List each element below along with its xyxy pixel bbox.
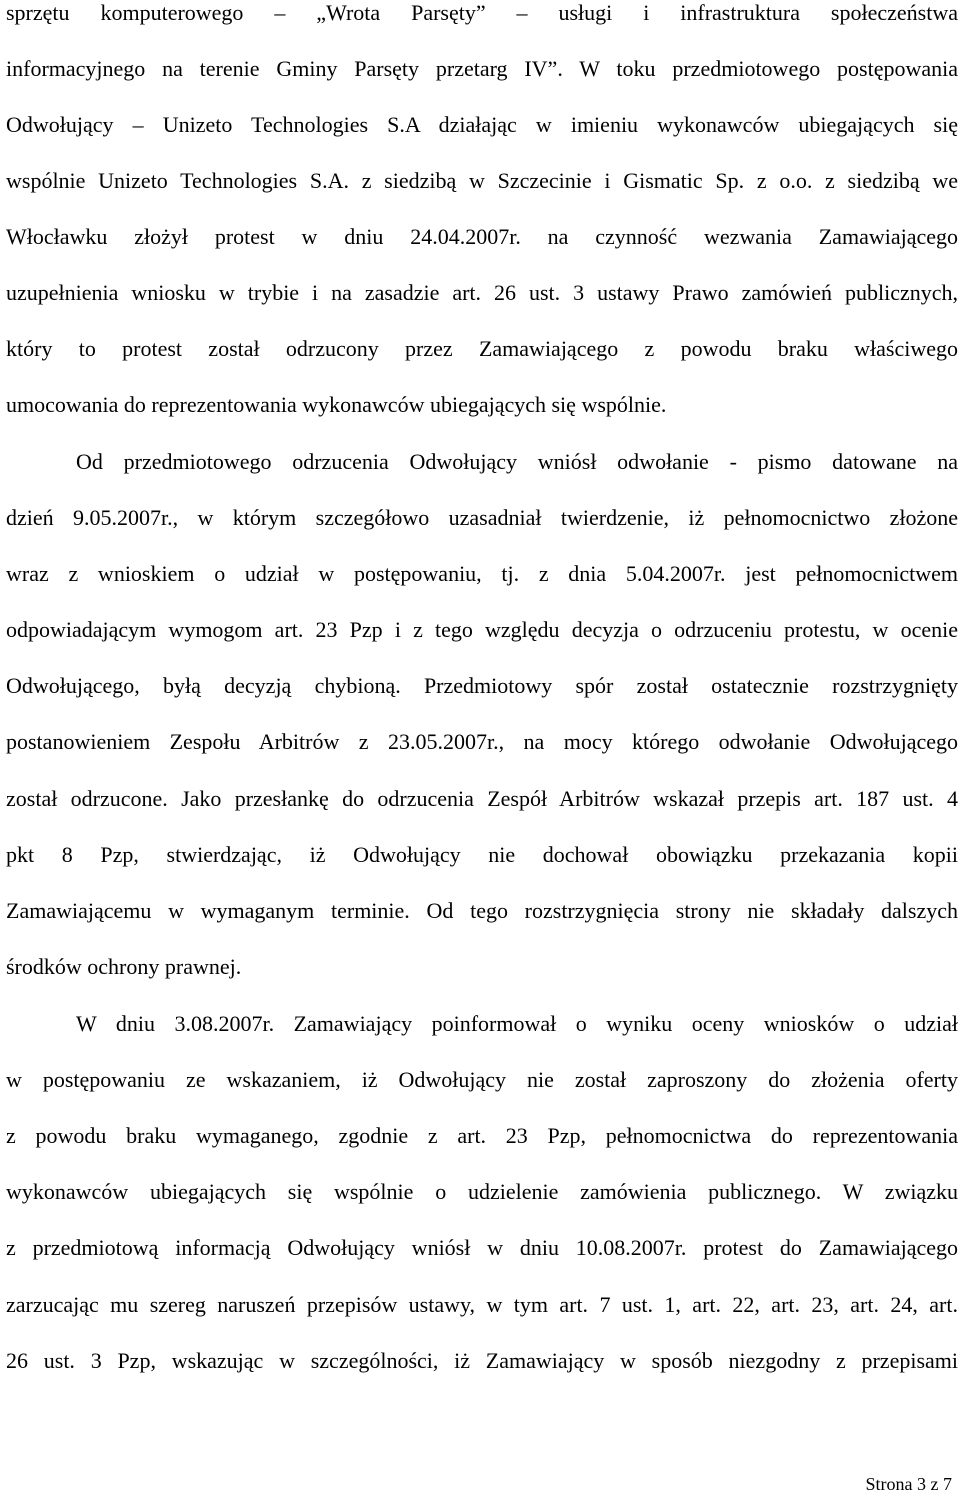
text-line-3: Odwołujący – Unizeto Technologies S.A działając w imieniu wykonawców ubiegających się <box>6 112 958 137</box>
text-line-23: z przedmiotową informacją Odwołujący wniósł w dniu 10.08.2007r. protest do Zamawiającego <box>6 1235 958 1260</box>
text-line-20: w postępowaniu ze wskazaniem, iż Odwołujący nie został zaproszony do złożenia oferty <box>6 1067 958 1092</box>
text-line-6: uzupełnienia wniosku w trybie i na zasadzie art. 26 ust. 3 ustawy Prawo zamówień publicznych, <box>6 280 958 305</box>
text-line-13: Odwołującego, byłą decyzją chybioną. Przedmiotowy spór został ostatecznie rozstrzygnięty <box>6 673 958 698</box>
text-line-9: Od przedmiotowego odrzucenia Odwołujący wniósł odwołanie - pismo datowane na <box>76 449 958 474</box>
text-line-4: wspólnie Unizeto Technologies S.A. z siedzibą w Szczecinie i Gismatic Sp. z o.o. z siedzibą we <box>6 168 958 193</box>
page-number: Strona 3 z 7 <box>865 1474 952 1494</box>
text-line-24: zarzucając mu szereg naruszeń przepisów ustawy, w tym art. 7 ust. 1, art. 22, art. 23, art. 24, art. <box>6 1292 958 1317</box>
text-line-18: środków ochrony prawnej. <box>6 954 242 979</box>
text-line-17: Zamawiającemu w wymaganym terminie. Od tego rozstrzygnięcia strony nie składały dalszych <box>6 898 958 923</box>
text-line-2: informacyjnego na terenie Gminy Parsęty przetarg IV”. W toku przedmiotowego postępowania <box>6 56 958 81</box>
text-line-10: dzień 9.05.2007r., w którym szczegółowo uzasadniał twierdzenie, iż pełnomocnictwo złożone <box>6 505 958 530</box>
text-line-25: 26 ust. 3 Pzp, wskazując w szczególności, iż Zamawiający w sposób niezgodny z przepisami <box>6 1348 958 1373</box>
text-line-5: Włocławku złożył protest w dniu 24.04.2007r. na czynność wezwania Zamawiającego <box>6 224 958 249</box>
text-line-1: sprzętu komputerowego – „Wrota Parsęty” – usługi i infrastruktura społeczeństwa <box>6 0 958 25</box>
text-line-16: pkt 8 Pzp, stwierdzając, iż Odwołujący nie dochował obowiązku przekazania kopii <box>6 842 958 867</box>
text-line-21: z powodu braku wymaganego, zgodnie z art. 23 Pzp, pełnomocnictwa do reprezentowania <box>6 1123 958 1148</box>
text-line-22: wykonawców ubiegających się wspólnie o udzielenie zamówienia publicznego. W związku <box>6 1179 958 1204</box>
text-line-11: wraz z wnioskiem o udział w postępowaniu, tj. z dnia 5.04.2007r. jest pełnomocnictwem <box>6 561 958 586</box>
text-line-12: odpowiadającym wymogom art. 23 Pzp i z tego względu decyzja o odrzuceniu protestu, w ocenie <box>6 617 958 642</box>
text-line-19: W dniu 3.08.2007r. Zamawiający poinformował o wyniku oceny wniosków o udział <box>76 1011 958 1036</box>
text-line-7: który to protest został odrzucony przez Zamawiającego z powodu braku właściwego <box>6 336 958 361</box>
text-line-15: został odrzucone. Jako przesłankę do odrzucenia Zespół Arbitrów wskazał przepis art. 187 ust. 4 <box>6 786 958 811</box>
text-line-8: umocowania do reprezentowania wykonawców ubiegających się wspólnie. <box>6 392 667 417</box>
text-line-14: postanowieniem Zespołu Arbitrów z 23.05.2007r., na mocy którego odwołanie Odwołującego <box>6 729 958 754</box>
